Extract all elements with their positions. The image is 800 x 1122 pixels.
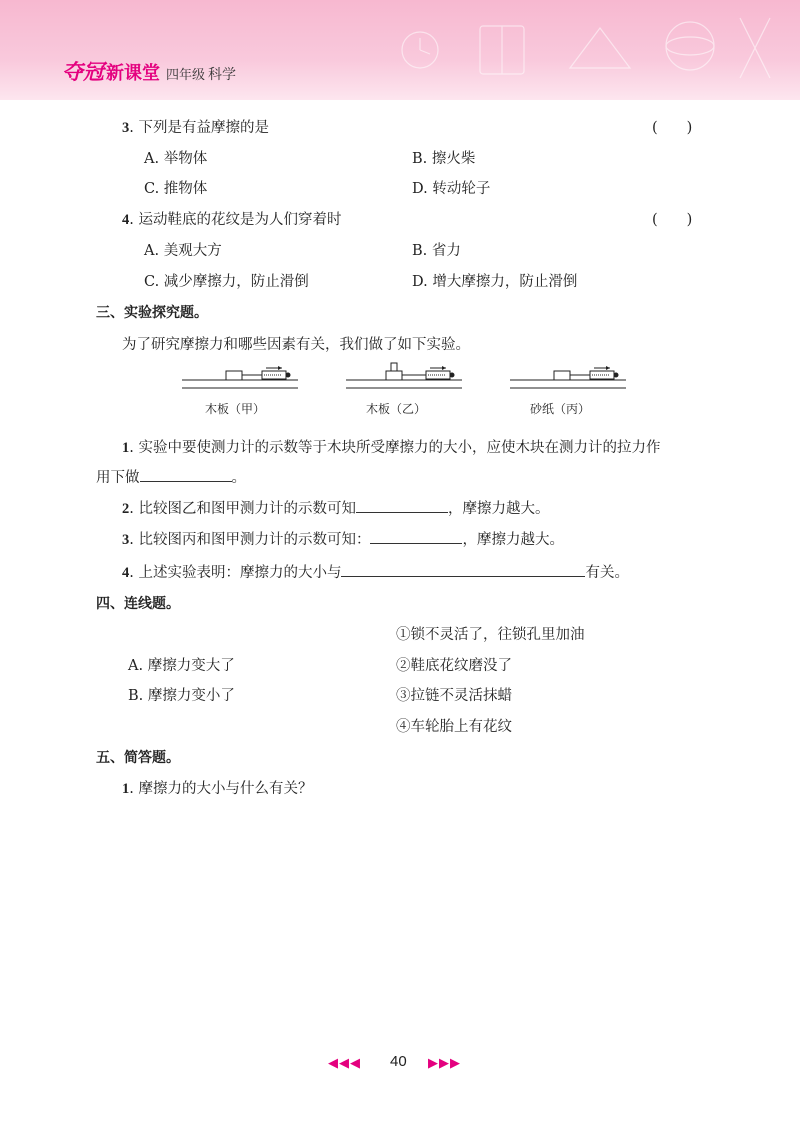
section-3-intro: 为了研究摩擦力和哪些因素有关，我们做了如下实验。 [122,337,470,353]
brand-name: 夺冠 [62,60,104,84]
match-left-item-a[interactable]: A. 摩擦力变大了 [128,658,235,674]
question-text: . 实验中要使测力计的示数等于木块所受摩擦力的大小，应使木块在测力计的拉力作 [129,440,661,456]
page-header [0,0,800,100]
question-text: . 上述实验表明：摩擦力的大小与 [129,565,342,581]
experiment-question-4 [122,561,629,582]
option-c: C. 推物体 [144,181,208,197]
option-a: A. 举物体 [144,151,208,167]
match-right-item-1[interactable]: ①锁不灵活了，往锁孔里加油 [396,627,585,643]
question-text: . 摩擦力的大小与什么有关？ [129,781,313,797]
answer-blank[interactable] [140,467,232,482]
question-number: 4 [122,212,130,228]
experiment-question-3 [122,528,564,549]
question-number: 1 [122,781,130,797]
question-text: 用下做 [96,470,140,486]
page-number: 40 [390,1053,407,1070]
question-number: 3 [122,532,130,548]
option-d: D. 增大摩擦力，防止滑倒 [412,274,578,290]
option-b: B. 擦火柴 [412,151,476,167]
question-number: 1 [122,440,130,456]
question-text: . 比较图乙和图甲测力计的示数可知 [129,501,356,517]
subject-label: 科学 [208,67,237,83]
answer-blank[interactable] [370,529,462,544]
brand-logo [62,56,236,86]
figure-label-b: 木板（乙） [366,402,427,416]
match-right-item-3[interactable]: ③拉链不灵活抹蜡 [396,688,512,704]
question-text: . 下列是有益摩擦的是 [129,120,269,136]
question-3-stem [122,116,269,137]
brand-series: 新课堂 [106,63,160,84]
option-d: D. 转动轮子 [412,181,491,197]
match-left-item-b[interactable]: B. 摩擦力变小了 [128,688,235,704]
match-right-item-2[interactable]: ②鞋底花纹磨没了 [396,658,512,674]
right-arrows-icon: ▶▶▶ [428,1056,461,1071]
question-text: 有关。 [585,565,629,581]
section-4-title: 四、连线题。 [96,596,180,612]
question-text: ，摩擦力越大。 [462,532,564,548]
question-number: 4 [122,565,130,581]
question-number: 2 [122,501,130,517]
question-4-stem [122,208,341,229]
option-a: A. 美观大方 [144,243,222,259]
match-right-item-4[interactable]: ④车轮胎上有花纹 [396,719,512,735]
experiment-question-1-line1 [122,436,660,457]
question-text: . 运动鞋底的花纹是为人们穿着时 [129,212,342,228]
option-c: C. 减少摩擦力，防止滑倒 [144,274,309,290]
question-text: 。 [231,470,246,486]
question-number: 3 [122,120,130,136]
experiment-question-1-line2 [96,466,246,487]
grade-label: 四年级 [166,68,206,83]
figure-label-c: 砂纸（丙） [530,402,591,416]
question-text: . 比较图丙和图甲测力计的示数可知： [129,532,371,548]
section-5-title: 五、简答题。 [96,750,180,766]
experiment-question-2 [122,497,549,518]
short-answer-question-1 [122,777,312,798]
answer-paren: ( ) [652,212,693,228]
figure-label-a: 木板（甲） [205,402,266,416]
left-arrows-icon: ◀◀◀ [328,1056,361,1071]
answer-paren: ( ) [652,120,693,136]
header-decoration-sketch [360,8,780,88]
question-text: ，摩擦力越大。 [447,501,550,517]
section-3-title: 三、实验探究题。 [96,305,208,321]
option-b: B. 省力 [412,243,461,259]
answer-blank[interactable] [356,498,448,513]
answer-blank[interactable] [341,562,585,577]
